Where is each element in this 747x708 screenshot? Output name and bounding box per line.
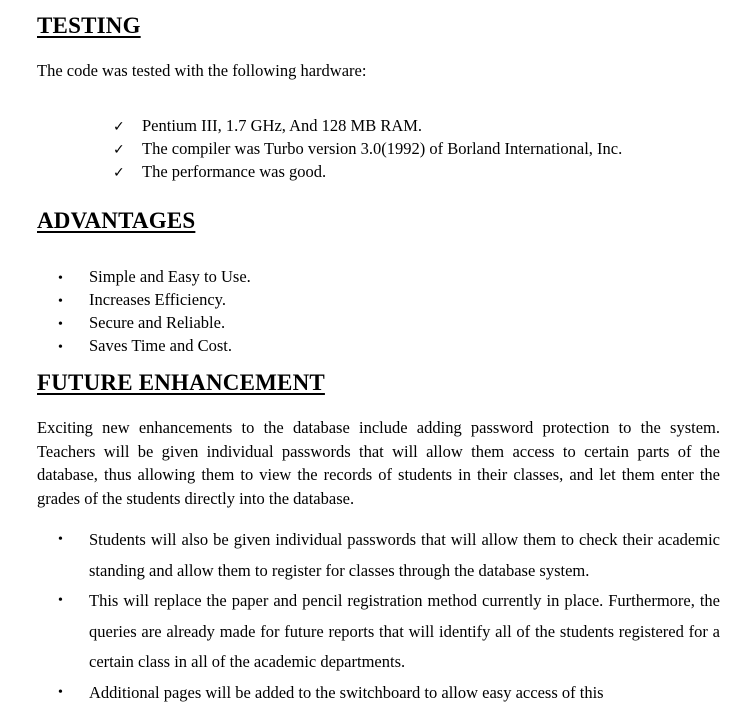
list-item [58,266,251,289]
list-item-text: Secure and Reliable. [89,313,225,332]
checkmark-icon: ✓ [113,117,142,138]
list-item [58,289,251,312]
advantages-list [58,266,251,358]
list-item [113,138,622,161]
bullet-icon: • [58,291,89,312]
testing-intro: The code was tested with the following hardware: [37,59,366,83]
list-item-text: The performance was good. [142,162,326,181]
checkmark-icon: ✓ [113,140,142,161]
list-item-text: Increases Efficiency. [89,290,226,309]
list-item [58,335,251,358]
advantages-heading: ADVANTAGES [37,208,195,234]
list-item [58,586,720,678]
future-paragraph: Exciting new enhancements to the database include adding password protection to the system. Teachers will be given individual passwords that will allow them access to certain parts of the database, thus allowing them to view the records of students in their classes, and let them enter the grades of the students directly into the database. [37,416,720,510]
list-item-text: Students will also be given individual passwords that will allow them to check their academic standing and allow them to register for classes through the database system. [89,530,720,580]
checkmark-icon: ✓ [113,163,142,184]
bullet-icon: • [58,268,89,289]
list-item [113,161,622,184]
list-item [113,115,622,138]
list-item-text: Simple and Easy to Use. [89,267,251,286]
list-item [58,312,251,335]
future-list [58,525,720,708]
future-enhancement-heading: FUTURE ENHANCEMENT [37,370,325,396]
hardware-list [113,115,622,184]
list-item-text: The compiler was Turbo version 3.0(1992) of Borland International, Inc. [142,139,622,158]
bullet-icon: • [58,314,89,335]
list-item [58,525,720,586]
testing-heading: TESTING [37,13,141,39]
list-item-text: Additional pages will be added to the switchboard to allow easy access of this [89,683,604,702]
bullet-icon: • [58,525,89,556]
list-item-text: Pentium III, 1.7 GHz, And 128 MB RAM. [142,116,422,135]
list-item-text: Saves Time and Cost. [89,336,232,355]
list-item-text: This will replace the paper and pencil registration method currently in place. Furthermore, the queries are already made for future reports that will identify all of the students registered for a certain class in all of the academic departments. [89,591,720,671]
list-item [58,678,720,708]
bullet-icon: • [58,337,89,358]
bullet-icon: • [58,678,89,708]
bullet-icon: • [58,586,89,617]
